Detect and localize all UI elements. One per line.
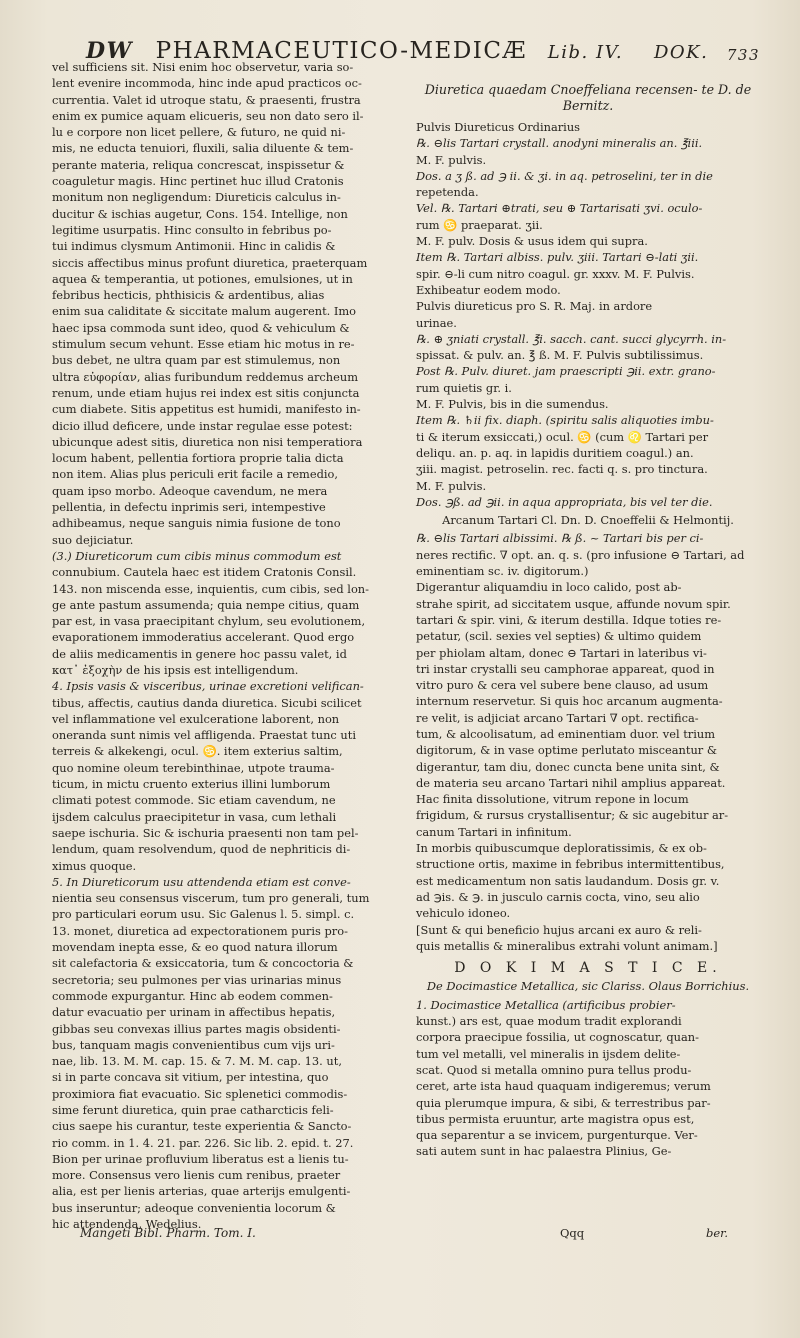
docimastice-line: ceret, arte ista haud quaquam indigeremus; verum (416, 1079, 711, 1094)
text-line: quo nomine oleum terebinthinae, utpote trauma- (52, 760, 335, 775)
text-line: climati potest commode. Sic etiam cavendum, ne (52, 793, 336, 808)
text-line: alia, est per lienis arterias, quae arterijs emulgenti- (52, 1184, 351, 1199)
text-line: ultra εὐφορίαν, alias furibundum reddemus archeum (52, 369, 359, 384)
text-line: connubium. Cautela haec est itidem Cratonis Consil. (52, 565, 357, 580)
text-line: aquea & temperantia, ut potiones, emulsiones, ut in (52, 271, 353, 286)
arcanum-line: ℞. ⊖lis Tartari albissimi. ℞ ß. ~ Tartari bis per ci- (416, 531, 704, 546)
text-line: datur evacuatio per urinam in affectibus hepatis, (52, 1005, 336, 1020)
text-line: (3.) Diureticorum cum cibis minus commodum est (52, 548, 342, 563)
recipe-line: rum quietis gr. i. (416, 380, 512, 395)
recipe-line: M. F. pulvis. (416, 152, 487, 167)
arcanum-line: neres rectific. ∇ opt. an. q. s. (pro infusione ⊖ Tartari, ad (416, 547, 745, 562)
header-mark: DW (86, 38, 133, 64)
left-column (52, 60, 392, 1233)
recipe-line: Exhibeatur eodem modo. (416, 282, 561, 297)
docimastice-line: sati autem sunt in hac palaestra Plinius, Ge- (416, 1144, 672, 1159)
text-line: vel sufficiens sit. Nisi enim hoc observetur, varia so- (52, 60, 354, 74)
recipe-line: ℞. ⊕ ʒniati crystall. ℥i. sacch. cant. succi glycyrrh. in- (416, 331, 727, 346)
recipe-line: repetenda. (416, 185, 479, 200)
text-line: commode expurgantur. Hinc ab eodem commen- (52, 988, 333, 1003)
arcanum-line: quis metallis & mineralibus extrahi volunt animam.] (416, 938, 718, 953)
text-line: si in parte concava sit vitium, per intestina, quo (52, 1070, 329, 1085)
text-line: bus debet, ne ultra quam par est stimulemus, non (52, 353, 341, 368)
docimastice-line: tum vel metalli, vel mineralis in ijsdem delite- (416, 1046, 681, 1061)
text-line: lent evenire incommoda, hinc inde apud practicos oc- (52, 76, 362, 91)
text-line: enim sua caliditate & siccitate malum augerent. Imo (52, 304, 357, 319)
docimastice-line: scat. Quod si metalla omnino pura tellus produ- (416, 1062, 692, 1077)
arcanum-line: ad ℈is. & ℈. in jusculo carnis cocta, vino, seu alio (416, 889, 700, 904)
text-line: ijsdem calculus praecipitetur in vasa, cum lethali (52, 809, 337, 824)
text-line: 4. Ipsis vasis & visceribus, urinae excretioni velifican- (52, 679, 364, 694)
docimastice-line: 1. Docimastice Metallica (artificibus probier- (416, 997, 676, 1012)
text-line: ticum, in mictu cruento exterius illini lumborum (52, 777, 331, 792)
recipe-line: urinae. (416, 315, 457, 330)
text-line: stimulum secum vehunt. Esse etiam hic motus in re- (52, 337, 355, 352)
text-line: ximus quoque. (52, 858, 137, 873)
text-line: sime ferunt diuretica, quin prae catharcticis feli- (52, 1103, 334, 1117)
text-line: cum diabete. Sitis appetitus est humidi, manifesto in- (52, 402, 361, 417)
arcanum-line: vitro puro & cera vel subere bene clauso, ad usum (416, 678, 709, 693)
text-line: terreis & alkekengi, ocul. ♋. item exterius saltim, (52, 744, 343, 759)
text-line: haec ipsa commoda sunt ideo, quod & vehiculum & (52, 320, 350, 335)
text-line: suo dejiciatur. (52, 532, 134, 547)
text-line: movendam inepta esse, & eo quod natura illorum (52, 940, 338, 955)
text-line: legitime usurpatis. Hinc consulto in febribus po- (52, 222, 332, 237)
arcanum-line: petatur, (scil. sexies vel septies) & ultimo quidem (416, 629, 702, 644)
recipe-line: ℞. ⊖lis Tartari crystall. anodyni mineralis an. ℥iii. (416, 136, 703, 151)
recipe-line: ʒiii. magist. petroselin. rec. facti q. s. pro tinctura. (416, 462, 708, 477)
left-signature: Mangeti Bibl. Pharm. Tom. I. (80, 1226, 256, 1240)
text-line: oneranda sunt nimis vel affligenda. Praestat tunc uti (52, 728, 356, 743)
text-line: pro particulari eorum usu. Sic Galenus l. 5. simpl. c. (52, 907, 355, 922)
arcanum-line: canum Tartari in infinitum. (416, 824, 572, 839)
text-line: gibbas seu convexas illius partes magis obsidenti- (52, 1021, 341, 1036)
arcanum-line: tum, & alcoolisatum, ad eminentiam duor. vel trium (416, 726, 716, 741)
running-title: PHARMACEUTICO-MEDICÆ (155, 38, 527, 64)
docimastice-text (416, 998, 760, 1159)
text-line: κατ᾽ ἐξοχὴν de his ipsis est intelligendum. (52, 662, 299, 677)
docimastice-line: quia plerumque impura, & sibi, & terrestribus par- (416, 1095, 711, 1110)
docimastice-line: kunst.) ars est, quae modum tradit explorandi (416, 1014, 682, 1029)
recipe-line: spir. ⊖-li cum nitro coagul. gr. xxxv. M. F. Pulvis. (416, 266, 695, 281)
recipe-line: Pulvis diureticus pro S. R. Maj. in ardore (416, 299, 653, 314)
text-line: coaguletur magis. Hinc pertinet huc illud Cratonis (52, 174, 344, 189)
text-line: cius saepe his curantur, teste experientia & Sancto- (52, 1119, 352, 1134)
recipe-line: spissat. & pulv. an. ℥ ß. M. F. Pulvis subtilissimus. (416, 348, 704, 363)
text-line: adhibeamus, neque sanguis nimia fusione de tono (52, 516, 341, 531)
arcanum-line: eminentiam sc. iv. digitorum.) (416, 564, 589, 579)
text-line: evaporationem immoderatius accelerant. Quod ergo (52, 630, 355, 645)
text-line: nae, lib. 13. M. M. cap. 15. & 7. M. M. cap. 13. ut, (52, 1054, 342, 1069)
arcanum-line: structione ortis, maxime in febribus intermittentibus, (416, 857, 725, 872)
arcanum-line: [Sunt & qui beneficio hujus arcani ex auro & reli- (416, 922, 702, 937)
text-line: renum, unde etiam hujus rei index est sitis conjuncta (52, 385, 360, 400)
text-line: ducitur & ischias augetur, Cons. 154. Intellige, non (52, 206, 348, 221)
text-line: pellentia, in defectu inprimis seri, intempestive (52, 500, 326, 515)
text-line: saepe ischuria. Sic & ischuria praesenti non tam pel- (52, 825, 359, 840)
recipe-line: M. F. Pulvis, bis in die sumendus. (416, 397, 609, 412)
text-line: non item. Alias plus periculi erit facile a remedio, (52, 467, 339, 482)
dokimastice-subtitle: De Docimastice Metallica, sic Clariss. Olaus Borrichius. (426, 979, 750, 994)
arcanum-line: re velit, is adjiciat arcano Tartari ∇ opt. rectifica- (416, 710, 699, 725)
text-line: sit calefactoria & exsiccatoria, tum & concoctoria & (52, 956, 354, 971)
text-line: 13. monet, diuretica ad expectorationem puris pro- (52, 923, 348, 938)
text-line: bus inseruntur; adeoque convenientia locorum & (52, 1200, 336, 1215)
text-line: ge ante pastum assumenda; quia nempe citius, quam (52, 597, 360, 612)
text-line: tibus, affectis, cautius danda diuretica. Sicubi scilicet (52, 695, 362, 710)
recipe-line: Item ℞. ♄ii fix. diaph. (spiritu salis aliquoties imbu- (416, 413, 714, 428)
text-line: locum habent, pellentia fortiora proprie talia dicta (52, 451, 344, 466)
arcanum-block (416, 531, 760, 953)
text-line: secretoria; seu pulmones per vias urinarias minus (52, 972, 342, 987)
recipe-line: Item ℞. Tartari albiss. pulv. ʒiii. Tartari ⊖-lati ʒii. (416, 250, 699, 265)
arcanum-line: est medicamentum non satis laudandum. Dosis gr. v. (416, 873, 720, 888)
book-number: Lib. IV. (547, 42, 624, 63)
text-line: hic attendenda, Wedelius. (52, 1217, 202, 1232)
arcanum-line: tartari & spir. vini, & iterum destilla. Idque toties re- (416, 612, 722, 627)
text-line: rio comm. in 1. 4. 21. par. 226. Sic lib. 2. epid. t. 27. (52, 1135, 354, 1150)
text-line: lendum, quam resolvendum, quod de nephriticis di- (52, 842, 351, 857)
text-line: febribus hecticis, phthisicis & ardentibus, alias (52, 288, 325, 303)
recipe-line: M. F. pulvis. (416, 478, 487, 493)
recipe-line: Dos. ℈ß. ad ℈ii. in aqua appropriata, bis vel ter die. (416, 494, 713, 509)
arcanum-line: vehiculo idoneo. (416, 906, 511, 921)
dokimastice-title: D O K I M A S T I C E. (454, 960, 722, 977)
page-number: 733 (726, 46, 760, 64)
text-line: perante materia, reliqua concrescat, inspissetur & (52, 157, 345, 172)
text-line: tui indimus clysmum Antimonii. Hinc in calidis & (52, 239, 336, 254)
text-line: currentia. Valet id utroque statu, & praesenti, frustra (52, 92, 361, 107)
recipe-line: Dos. a ʒ ß. ad ℈ ii. & ʒi. in aq. petroselini, ter in die (416, 168, 713, 183)
arcanum-line: internum reservetur. Si quis hoc arcanum augmenta- (416, 694, 723, 709)
arcanum-line: per phiolam altam, donec ⊖ Tartari in lateribus vi- (416, 645, 707, 660)
docimastice-line: tibus permista eruuntur, arte magistra opus est, (416, 1111, 695, 1126)
section-label: DOK. (653, 42, 709, 63)
arcanum-line: digitorum, & in vase optime perlutato misceantur & (416, 743, 717, 758)
text-line: monitum non negligendum: Diureticis calculus in- (52, 190, 341, 205)
text-line: lu e corpore non licet pellere, & futuro, ne quid ni- (52, 125, 346, 140)
arcanum-heading: Arcanum Tartari Cl. Dn. D. Cnoeffelii & Helmontij. (442, 513, 734, 528)
arcanum-line: Hac finita dissolutione, vitrum repone in locum (416, 792, 689, 807)
text-line: dicio illud deficere, unde instar regulae esse potest: (52, 418, 353, 433)
recipe-line: Vel. ℞. Tartari ⊕trati, seu ⊕ Tartarisati ʒvi. oculo- (416, 201, 703, 216)
arcanum-line: de materia seu arcano Tartari nihil amplius appareat. (416, 775, 726, 790)
text-line: more. Consensus vero lienis cum renibus, praeter (52, 1168, 341, 1183)
text-line: nientia seu consensus viscerum, tum pro generali, tum (52, 891, 370, 906)
recipe-line: Pulvis Diureticus Ordinarius (416, 120, 581, 134)
text-line: Bion per urinae profluvium liberatus est a lienis tu- (52, 1151, 349, 1166)
text-line: 5. In Diureticorum usu attendenda etiam est conve- (52, 874, 351, 889)
text-line: de aliis medicamentis in genere hoc passu valet, id (52, 646, 347, 661)
right-column (416, 60, 760, 1161)
recipe-block-1 (416, 120, 760, 509)
arcanum-line: frigidum, & rursus crystallisentur; & sic augebitur ar- (416, 808, 729, 823)
recipe-line: rum ♋ praeparat. ʒii. (416, 217, 543, 232)
arcanum-line: tri instar crystalli seu camphorae appareat, quod in (416, 661, 715, 676)
arcanum-line: Digerantur aliquamdiu in loco calido, post ab- (416, 580, 682, 595)
text-line: enim ex pumice aquam elicueris, seu non dato sero il- (52, 108, 364, 123)
text-line: quam ipso morbo. Adeoque cavendum, ne mera (52, 483, 328, 498)
recipe-line: ti & iterum exsiccati,) ocul. ♋ (cum ♌ Tartari per (416, 429, 709, 444)
text-line: siccis affectibus minus profunt diuretica, praeterquam (52, 255, 368, 270)
text-line: proximiora fiat evacuatio. Sic splenetici commodis- (52, 1086, 348, 1101)
catchword: ber. (706, 1226, 729, 1240)
arcanum-line: digerantur, tam diu, donec cuncta bene unita sint, & (416, 759, 720, 774)
arcanum-line: In morbis quibuscumque deploratissimis, & ex ob- (416, 841, 707, 856)
recipe-line: M. F. pulv. Dosis & usus idem qui supra. (416, 234, 648, 249)
recipe-line: deliqu. an. p. aq. in lapidis duritiem coagul.) an. (416, 445, 694, 460)
signature-mark: Qqq (560, 1226, 585, 1240)
text-line: mis, ne educta tenuiori, fluxili, salia diluente & tem- (52, 141, 354, 156)
docimastice-line: qua separentur a se invicem, purgenturque. Ver- (416, 1128, 698, 1143)
text-line: par est, in vasa praecipitant chylum, seu evolutionem, (52, 614, 366, 629)
text-line: bus, tanquam magis convenientibus cum vijs uri- (52, 1037, 335, 1052)
text-line: vel inflammatione vel exulceratione laborent, non (52, 711, 340, 726)
diuretica-heading: Diuretica quaedam Cnoeffeliana recensen- te D. de Bernitz. (424, 82, 752, 113)
text-line: 143. non miscenda esse, inquientis, cum cibis, sed lon- (52, 581, 369, 596)
arcanum-line: strahe spirit, ad siccitatem usque, affunde novum spir. (416, 596, 731, 611)
text-line: ubicunque adest sitis, diuretica non nisi temperatiora (52, 434, 363, 449)
docimastice-line: corpora praecipue fossilia, ut cognoscatur, quan- (416, 1030, 699, 1045)
recipe-line: Post ℞. Pulv. diuret. jam praescripti ℈ii. extr. grano- (416, 364, 716, 379)
